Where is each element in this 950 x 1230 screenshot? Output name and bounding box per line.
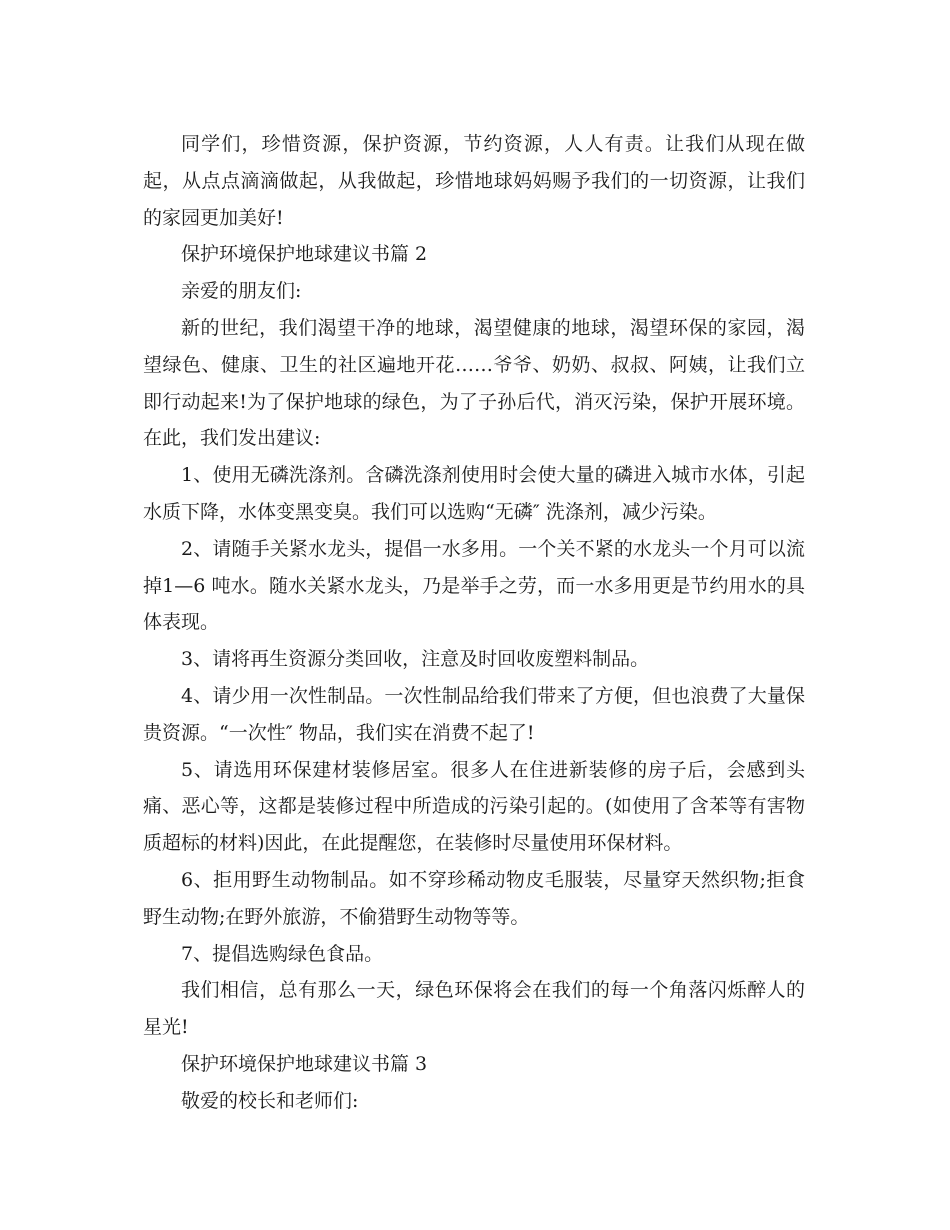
- suggestion-item-7: 7、提倡选购绿色食品。: [181, 942, 384, 965]
- section-heading-part-3: 保护环境保护地球建议书篇 3: [181, 1052, 428, 1075]
- suggestion-item-2: 2、请随手关紧水龙头，提倡一水多用。一个关不紧的水龙头一个月可以流掉1—6 吨水。随水关紧水龙头，乃是举手之劳，而一水多用更是节约用水的具体表现。: [143, 537, 805, 634]
- salutation: 亲爱的朋友们:: [181, 280, 302, 303]
- salutation-part-3: 敬爱的校长和老师们:: [181, 1089, 359, 1112]
- suggestion-item-3: 3、请将再生资源分类回收，注意及时回收废塑料制品。: [181, 648, 650, 671]
- suggestion-item-6: 6、拒用野生动物制品。如不穿珍稀动物皮毛服装，尽量穿天然织物;拒食野生动物;在野外旅游，不偷猎野生动物等等。: [143, 868, 805, 928]
- suggestion-item-4: 4、请少用一次性制品。一次性制品给我们带来了方便，但也浪费了大量保贵资源。“一次性″ 物品，我们实在消费不起了!: [143, 684, 805, 744]
- paragraph-intro: 新的世纪，我们渴望干净的地球，渴望健康的地球，渴望环保的家园，渴望绿色、健康、卫生的社区遍地开花……爷爷、奶奶、叔叔、阿姨，让我们立即行动起来!为了保护地球的绿色，为了子孙后代，消灭污染，保护开展环境。在此，我们发出建议:: [143, 316, 805, 450]
- paragraph-conclusion: 我们相信，总有那么一天，绿色环保将会在我们的每一个角落闪烁醉人的星光!: [143, 979, 805, 1039]
- paragraph-closing-appeal: 同学们，珍惜资源，保护资源，节约资源，人人有责。让我们从现在做起，从点点滴滴做起，从我做起，珍惜地球妈妈赐予我们的一切资源，让我们的家园更加美好!: [143, 133, 805, 229]
- suggestion-item-1: 1、使用无磷洗涤剂。含磷洗涤剂使用时会使大量的磷进入城市水体，引起水质下降，水体变黑变臭。我们可以选购“无磷″ 洗涤剂，减少污染。: [143, 464, 805, 523]
- section-heading-part-2: 保护环境保护地球建议书篇 2: [181, 243, 428, 266]
- document-body: [143, 126, 805, 1120]
- suggestion-item-5: 5、请选用环保建材装修居室。很多人在住进新装修的房子后，会感到头痛、恶心等，这都是装修过程中所造成的污染引起的。(如使用了含苯等有害物质超标的材料)因此，在此提醒您，在装修时尽量使用环保材料。: [143, 758, 805, 855]
